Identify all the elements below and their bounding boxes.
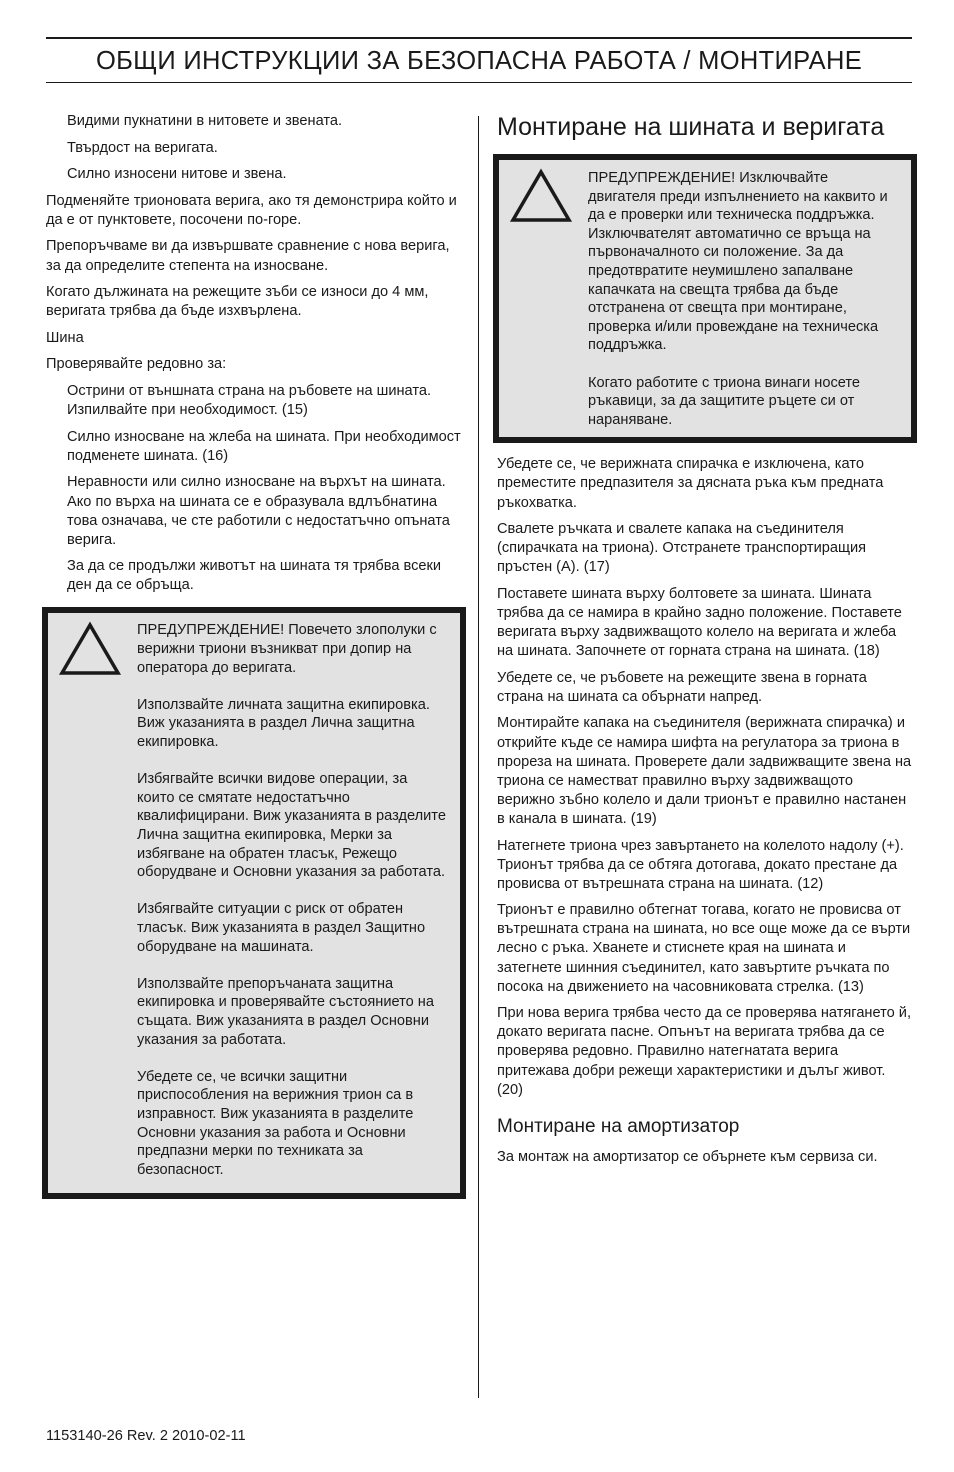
list-item: Видими пукнатини в нитовете и звената. xyxy=(67,113,343,129)
column-divider xyxy=(478,116,479,1398)
paragraph: При нова верига трябва често да се проверява натягането й, докато веригата пасне. Опънът на веригата трябва да се проверява редовно. Правилно натегнатата верига притежава добри режещи характеристики и дълъг живот. (20) xyxy=(497,1005,912,1098)
warning-paragraph: Когато работите с триона винаги носете ръкавици, за да защитите ръцете си от нараняване. xyxy=(588,374,861,428)
paragraph: За монтаж на амортизатор се обърнете към сервиза си. xyxy=(497,1148,878,1165)
section-heading: Монтиране на амортизатор xyxy=(497,1115,740,1137)
warning-triangle-icon xyxy=(58,621,122,677)
paragraph: Подменяйте трионовата верига, ако тя демонстрира който и да е от пунктовете, посочени по-горе. xyxy=(46,192,457,228)
list-item: Твърдост на веригата. xyxy=(67,139,218,156)
warning-paragraph: Използвайте препоръчаната защитна екипировка и проверявайте състоянието на същата. Виж указанията в раздел Основни указания за работата. xyxy=(137,975,434,1048)
warning-box-accidents xyxy=(42,607,466,1199)
warning-box-engine xyxy=(493,154,917,443)
warning-paragraph: ПРЕДУПРЕЖДЕНИЕ! Изключвайте двигателя преди изпълнението на каквито и да е проверки или техническа поддръжка. Изключвателят автоматично се връща на първоначалното си положение. За да предотвратите неумишлено запалване капачката на свещта трябва да бъде отстранена от свещта при монтиране, проверка и/или провеждане на техническа поддръжка. xyxy=(588,170,888,354)
paragraph: Трионът е правилно обтегнат тогава, когато не провисва от вътрешната страна на шината, но все още може да се върти лесно с ръка. Хванете и стиснете края на шината и затегнете шинния съединител, като завъртите ръчката по посока на движението на часовниковата стрелка. (13) xyxy=(497,902,911,995)
list-item: За да се продължи животът на шината тя трябва всеки ден да се обръща. xyxy=(67,558,442,594)
section-title: Монтиране на шината и веригата xyxy=(497,113,885,141)
warning-paragraph: Убедете се, че всички защитни приспособления на верижния трион са в изправност. Виж указанията в разделите Основни указания за работа и Основни предпазни мерки по техниката за безопасност. xyxy=(137,1068,414,1178)
paragraph: Свалете ръчката и свалете капака на съединителя (спирачката на триона). Отстранете транспортиращия пръстен (A). (17) xyxy=(497,521,867,576)
right-column xyxy=(497,112,913,1174)
paragraph: Убедете се, че ръбовете на режещите звена в горната страна на шината са обърнати напред. xyxy=(497,669,867,705)
paragraph: Монтирайте капака на съединителя (верижната спирачка) и открийте къде се намира шифта на регулатора за триона в прореза на шината. Проверете дали задвижващите звена на триона се наместват правилно върху задвижващото верижно зъбно колело и дали трионът е правилно настанен в канала в шината. (19) xyxy=(497,715,912,827)
left-column xyxy=(46,112,464,1199)
list-item: Силно износени нитове и звена. xyxy=(67,166,287,183)
paragraph: Натегнете триона чрез завъртането на колелото надолу (+). Трионът трябва да се обтяга дотогава, докато престане да провисва от вътрешната страна на шината. (12) xyxy=(497,837,904,892)
warning-text xyxy=(137,621,448,1179)
document-number: 1153140-26 Rev. 2 2010-02-11 xyxy=(46,1428,246,1444)
warning-paragraph: ПРЕДУПРЕЖДЕНИЕ! Повечето злополуки с верижни триони възникват при допир на оператора до веригата. xyxy=(137,622,437,676)
subheading-bar: Шина xyxy=(46,329,84,346)
warning-paragraph: Използвайте личната защитна екипировка. Виж указанията в раздел Лична защитна екипировка. xyxy=(137,696,430,751)
header-rule-bottom xyxy=(46,82,912,83)
header-rule-top xyxy=(46,37,912,39)
list-item: Неравности или силно износване на върхът на шината. Ако по върха на шината се е образувала вдлъбнатина това означава, че сте работили с недостатъчно опъната верига. xyxy=(67,474,450,548)
list-item: Острини от външната страна на ръбовете на шината. Изпилвайте при необходимост. (15) xyxy=(67,383,432,419)
warning-text xyxy=(588,169,899,429)
paragraph: Поставете шината върху болтовете за шината. Шината трябва да се намира в крайно задно положение. Поставете веригата върху задвижващото колело на веригата и жлеба на шината. Започнете от горната страна на шината. (18) xyxy=(497,585,902,660)
warning-paragraph: Избягвайте всички видове операции, за които се смятате недостатъчно квалифицирани. Виж указанията в разделите Лична защитна екипировка, Мерки за избягване на обратен тласък, Режещо оборудване и Основни указания за работата. xyxy=(137,771,446,881)
page-title: ОБЩИ ИНСТРУКЦИИ ЗА БЕЗОПАСНА РАБОТА / МОНТИРАНЕ xyxy=(95,47,863,75)
warning-paragraph: Избягвайте ситуации с риск от обратен тласък. Виж указанията в раздел Защитно оборудване на машината. xyxy=(137,901,426,955)
paragraph: Убедете се, че верижната спирачка е изключена, като преместите предпазителя за дясната ръка към предната ръкохватка. xyxy=(497,456,884,511)
paragraph: Препоръчваме ви да извършвате сравнение с нова верига, за да определите степента на износване. xyxy=(46,238,450,274)
paragraph: Проверявайте редовно за: xyxy=(46,356,227,373)
warning-triangle-icon xyxy=(509,168,573,224)
paragraph: Когато дължината на режещите зъби се износи до 4 мм, веригата трябва да бъде изхвърлена. xyxy=(46,284,429,320)
list-item: Силно износване на жлеба на шината. При необходимост подменете шината. (16) xyxy=(67,428,461,464)
